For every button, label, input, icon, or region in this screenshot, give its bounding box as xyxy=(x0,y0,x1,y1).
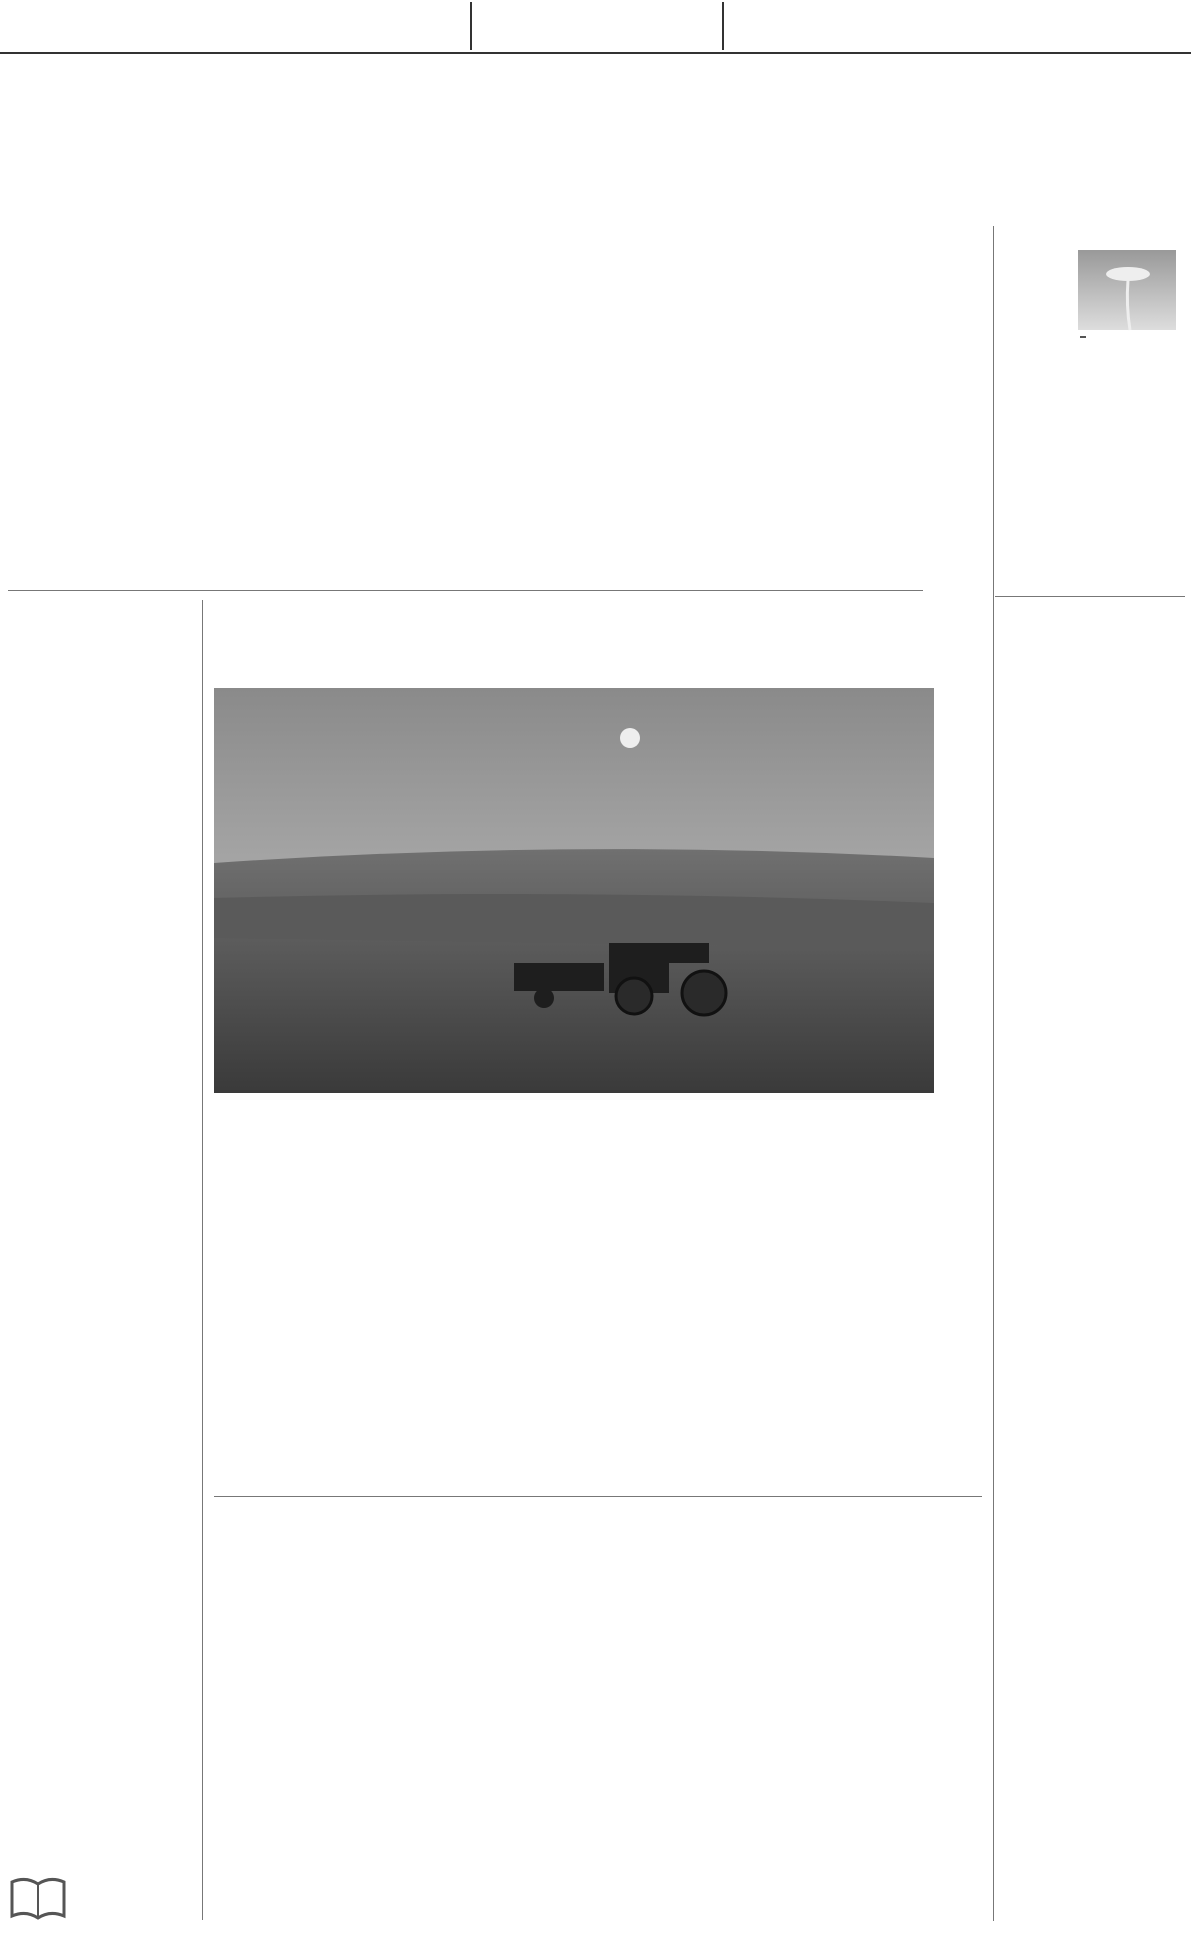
section-banner xyxy=(470,2,724,50)
book-icon xyxy=(8,1872,68,1922)
wucaichi-logo xyxy=(1000,240,1180,390)
header-rule xyxy=(0,52,1191,54)
divider xyxy=(8,590,923,591)
column-divider xyxy=(993,226,994,1921)
wucaichi-seal xyxy=(1080,336,1086,338)
wucaichi-graphic xyxy=(1000,240,1180,390)
column-divider xyxy=(202,600,203,1920)
article-body-xialai xyxy=(214,1222,982,1484)
divider xyxy=(995,596,1185,597)
article-body-yiluyangguang xyxy=(214,1596,982,1926)
poem-column xyxy=(1006,612,1186,1922)
farm-photo xyxy=(214,688,934,1093)
dushu-logo xyxy=(8,1872,188,1928)
article-body-yedajian xyxy=(8,226,923,584)
tractor-photo xyxy=(214,688,934,1093)
article-body-banchuang-bottom xyxy=(8,904,194,1894)
article-body-banchuang-top xyxy=(68,608,194,898)
divider xyxy=(214,1496,982,1497)
